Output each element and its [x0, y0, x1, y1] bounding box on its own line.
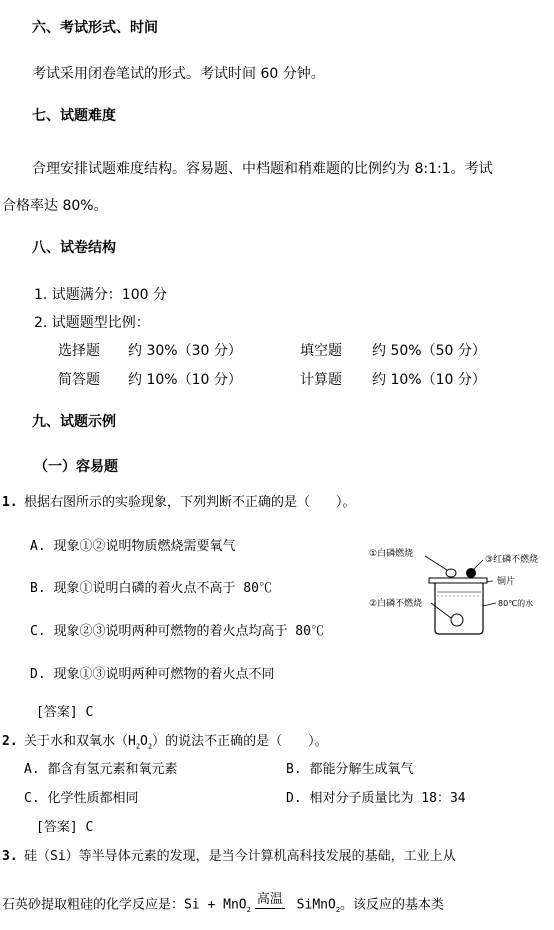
figure-label-red-phosphorus: ③红磷不燃烧	[485, 555, 539, 565]
type-ratio-short: 约 10%（10 分）	[128, 372, 242, 388]
q2-number: 2.	[2, 734, 18, 749]
section-7-text-line2: 合格率达 80%。	[2, 198, 108, 214]
type-ratio-calc: 约 10%（10 分）	[372, 372, 486, 388]
type-ratio-fill: 约 50%（50 分）	[372, 343, 486, 359]
q2-option-d: D. 相对分子质量比为 18：34	[286, 791, 466, 806]
section-8-title: 八、试卷结构	[32, 240, 116, 256]
section-9-subtitle: （一）容易题	[34, 459, 118, 475]
q2-stem: 关于水和双氧水$(H_2O_2)$的说法不正确的是（ ）。	[24, 734, 328, 751]
structure-item-1: 1. 试题满分：100 分	[34, 287, 167, 303]
type-name-fill: 填空题	[300, 343, 342, 359]
copper-sheet-shape	[429, 578, 487, 583]
type-name-calc: 计算题	[300, 372, 342, 388]
q1-stem: 根据右图所示的实验现象，下列判断不正确的是（ ）。	[24, 495, 356, 510]
q1-option-c: C. 现象②③说明两种可燃物的着火点均高于 80℃	[30, 624, 324, 639]
section-6-title: 六、考试形式、时间	[32, 20, 158, 36]
q2-option-a: A. 都含有氢元素和氧元素	[24, 762, 178, 777]
structure-item-2: 2. 试题题型比例：	[34, 315, 150, 331]
section-7-text-line1: 合理安排试题难度结构。容易题、中档题和稍难题的比例约为 8:1:1。考试	[32, 161, 493, 177]
q3-line1: 硅（Si）等半导体元素的发现，是当今计算机高科技发展的基础，工业上从	[24, 849, 456, 864]
red-phosphorus-shape	[466, 568, 476, 578]
q1-option-d: D. 现象①③说明两种可燃物的着火点不同	[30, 667, 275, 682]
section-9-title: 九、试题示例	[32, 414, 116, 430]
q1-option-b: B. 现象①说明白磷的着火点不高于 80℃	[30, 581, 272, 596]
section-7-title: 七、试题难度	[32, 108, 116, 124]
q1-answer: [答案] C	[36, 705, 94, 720]
q2-option-c: C. 化学性质都相同	[24, 791, 139, 806]
reaction-condition: 高温	[255, 893, 285, 917]
q1-option-a: A. 现象①②说明物质燃烧需要氧气	[30, 539, 236, 554]
white-phosphorus-burning-shape	[446, 569, 456, 577]
q1-number: 1.	[2, 495, 18, 510]
white-phosphorus-underwater-shape	[451, 614, 463, 626]
figure-label-hot-water: 80℃的水	[498, 599, 534, 608]
section-6-text: 考试采用闭卷笔试的形式。考试时间 60 分钟。	[32, 66, 325, 82]
beaker-shape	[435, 583, 483, 634]
type-ratio-choice: 约 30%（30 分）	[128, 343, 242, 359]
q3-number: 3.	[2, 849, 18, 864]
figure-label-white-phosphorus-water: ②白磷不燃烧	[369, 599, 423, 609]
figure-label-white-phosphorus-burning: ①白磷燃烧	[369, 549, 414, 559]
type-name-short: 简答题	[58, 372, 100, 388]
q1-experiment-figure	[365, 540, 551, 640]
type-name-choice: 选择题	[58, 343, 100, 359]
q2-answer: [答案] C	[36, 820, 94, 835]
figure-label-copper-sheet: 铜片	[497, 577, 516, 587]
q3-line2: 石英砂提取粗硅的化学反应是：Si + MnO$_2$ 高温 SiMnO$_2$。该反应的基本类	[2, 893, 444, 917]
q2-option-b: B. 都能分解生成氧气	[286, 762, 414, 777]
